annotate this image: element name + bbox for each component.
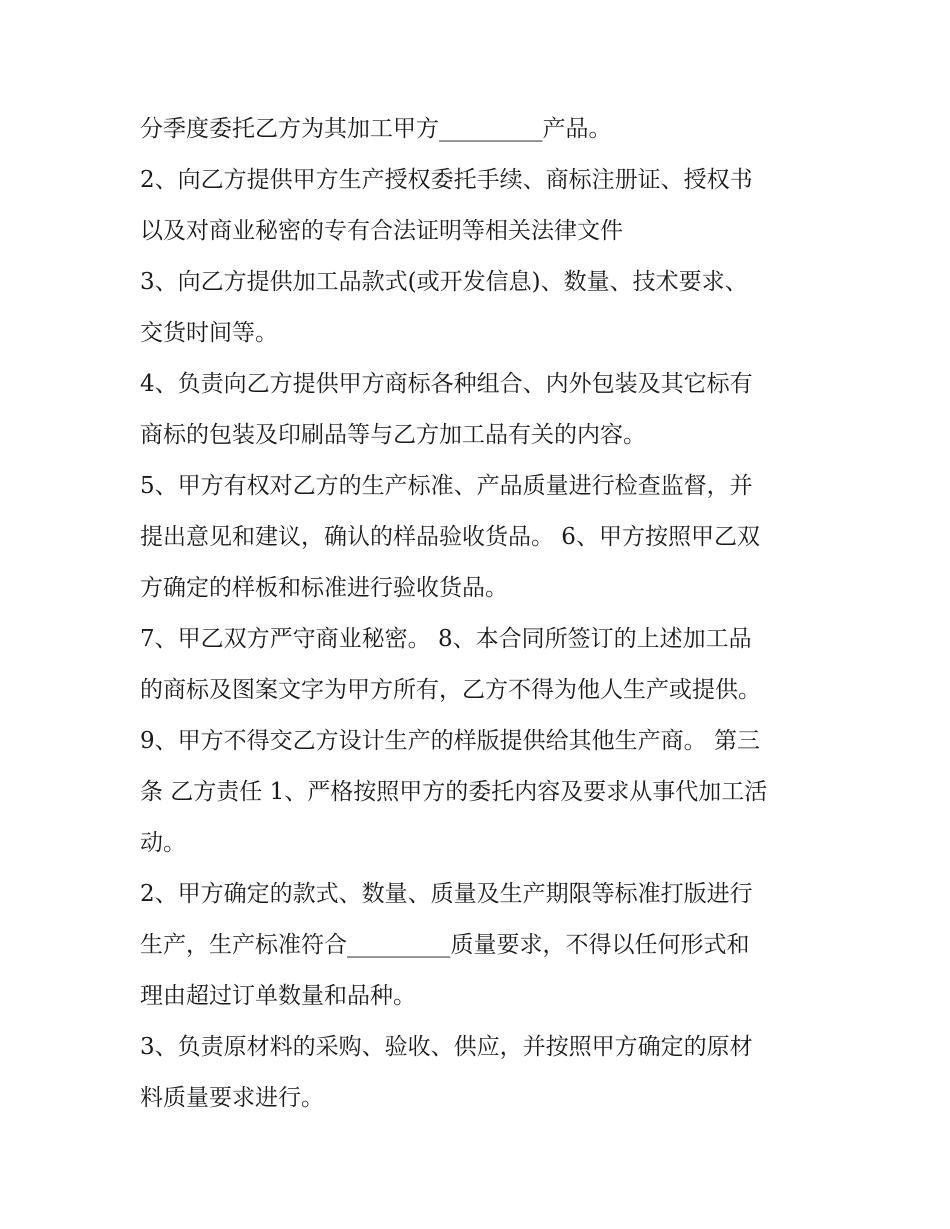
text-line: 3、向乙方提供加工品款式(或开发信息)、数量、技术要求、 — [140, 269, 748, 295]
text-line: 的商标及图案文字为甲方所有，乙方不得为他人生产或提供。 — [140, 677, 761, 703]
text-line: 4、负责向乙方提供甲方商标各种组合、内外包装及其它标有 — [140, 371, 753, 397]
text-line: 动。 — [140, 830, 186, 856]
text-line: 提出意见和建议，确认的样品验收货品。 6、甲方按照甲乙双 — [140, 524, 760, 550]
text-line: 7、甲乙双方严守商业秘密。 8、本合同所签订的上述加工品 — [140, 626, 752, 652]
text-line: 3、负责原材料的采购、验收、供应，并按照甲方确定的原材 — [140, 1034, 753, 1060]
text-line: 2、甲方确定的款式、数量、质量及生产期限等标准打版进行 — [140, 881, 753, 907]
text-line: 方确定的样板和标准进行验收货品。 — [140, 575, 508, 601]
text-line: 2、向乙方提供甲方生产授权委托手续、商标注册证、授权书 — [140, 167, 753, 193]
text-line: 生产，生产标准符合_________质量要求，不得以任何形式和 — [140, 932, 750, 958]
text-line: 交货时间等。 — [140, 320, 278, 346]
text-line: 分季度委托乙方为其加工甲方_________产品。 — [140, 116, 612, 142]
document-body — [140, 104, 820, 1124]
text-line: 5、甲方有权对乙方的生产标准、产品质量进行检查监督，并 — [140, 473, 753, 499]
text-line: 条 乙方责任 1、严格按照甲方的委托内容及要求从事代加工活 — [140, 779, 768, 805]
text-line: 料质量要求进行。 — [140, 1085, 324, 1111]
text-line: 商标的包装及印刷品等与乙方加工品有关的内容。 — [140, 422, 646, 448]
text-line: 以及对商业秘密的专有合法证明等相关法律文件 — [140, 218, 623, 244]
text-line: 理由超过订单数量和品种。 — [140, 983, 416, 1009]
text-line: 9、甲方不得交乙方设计生产的样版提供给其他生产商。 第三 — [140, 728, 760, 754]
